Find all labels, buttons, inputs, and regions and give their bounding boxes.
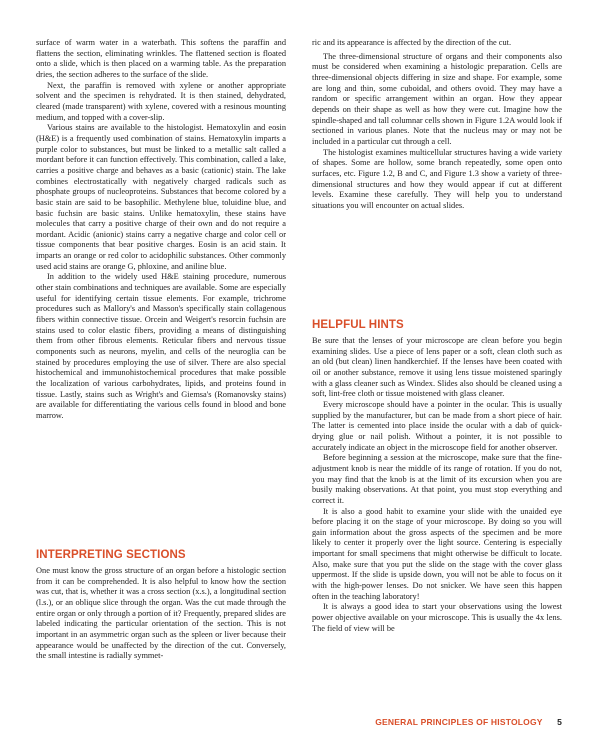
page-number: 5 [557,717,562,727]
paragraph: The three-dimensional structure of organs and their components also must be considered when examining a histologic preparation. Cells are three-dimensional objects differing in size and shape. For example, some are long and thin, some cuboidal, and others ovoid. They may have a random or specific arrangement within an organ. How they appear depends on their shape as well as how they were cut. Imagine how the spindle-shaped and tall columnar cells shown in Figure 1.2A would look if sectioned in various planes. Note that the nucleus may or may not be included in a particular cut through a cell. [312,51,562,146]
helpful-hints-section [312,318,562,634]
paragraph: In addition to the widely used H&E staining procedure, numerous other stain combinations and techniques are available. Some are especially useful for identifying certain tissue elements. For example, trichrome procedures such as Mallory's and Masson's specifically stain collagenous fibers within connective tissue. Orcein and Weigert's resorcin fuchsin are stains used to color elastic fibers, providing a means of distinguishing them from other fibrous elements. Reticular fibers and nervous tissue components such as neurons, myelin, and cells of the neuroglia can be stained by procedures employing the use of silver. There are also special histochemical and immunohistochemical procedures that make possible the localization of various carbohydrates, lipids, and proteins found in tissue. Lastly, stains such as Wright's and Giemsa's (Romanovsky stains) are available for differentiating the various cells found in blood and bone marrow. [36,272,286,420]
paragraph: It is always a good idea to start your observations using the lowest power objective available on your microscope. This is usually the 4x lens. The field of view will be [312,602,562,633]
paragraph: One must know the gross structure of an organ before a histologic section from it can be comprehended. It is also helpful to know how the section was cut, that is, whether it was a cross section (x.s.), a longitudinal section (l.s.), or an oblique slice through the organ. Was the cut made through the entire organ or only through a portion of it? Frequently, prepared slides are labeled indicating the particular orientation of the section. This is not important in an asymmetric organ such as the spleen or liver because their appearance would be unaffected by the direction of the cut. Conversely, the small intestine is radially symmet- [36,566,286,661]
paragraph: Various stains are available to the histologist. Hematoxylin and eosin (H&E) is a frequently used combination of stains. Hematoxylin imparts a purple color to substances, but must be linked to a metallic salt called a mordant before it can function effectively. This combination, called a lake, carries a positive charge and behaves as a basic (cationic) stain. The lake combines electrostatically with negatively charged radicals such as phosphate groups of nucleoproteins. Substances that become colored by a basic stain are said to be basophilic. Methylene blue, toluidine blue, and basic fuchsin are basic stains. Unlike hematoxylin, these stains have molecules that carry a positive charge of their own and do not require a mordant. Acidic (anionic) stains carry a negative charge and color cell or tissue components that bear positive charges. Eosin is an acid stain. It imparts an orange or red color to acidophilic substances. Other commonly used acid stains are orange G, phloxine, and aniline blue. [36,123,286,271]
paragraph: ric and its appearance is affected by the direction of the cut. [312,38,512,47]
running-title: GENERAL PRINCIPLES OF HISTOLOGY [375,717,543,727]
paragraph: surface of warm water in a waterbath. This softens the paraffin and flattens the section, eliminating wrinkles. The flattened section is floated onto a slide, which is then placed on a warming table. As the preparation dries, the section adheres to the surface of the slide. [36,38,286,79]
paragraph: The histologist examines multicellular structures having a wide variety of shapes. Some are hollow, some branch repeatedly, some open onto surfaces, etc. Figure 1.2, B and C, and Figure 1.3 show a variety of three-dimensional structures and how they would appear if cut at different levels. Examine these carefully. They will help you to understand situations you will encounter on actual slides. [312,147,562,210]
paragraph: Every microscope should have a pointer in the ocular. This is usually supplied by the manufacturer, but can be made from a short piece of hair. The latter is cemented into place inside the ocular with a dab of quick-drying glue or nail polish. Without a pointer, it is not possible to accurately indicate an object in the microscope field for another observer. [312,399,562,452]
right-column [312,38,562,212]
section-heading: HELPFUL HINTS [312,319,404,331]
interpreting-sections-section [36,548,286,662]
paragraph: Next, the paraffin is removed with xylene or another appropriate solvent and the specimen is rehydrated. It is then stained, dehydrated, cleared (made transparent) with xylene, covered with a resinous mounting medium, and topped with a cover-slip. [36,80,286,122]
paragraph: Before beginning a session at the microscope, make sure that the fine-adjustment knob is near the middle of its range of rotation. If you do not, you may find that the knob is at the limit of its excursion when you are busily making observations. At that point, you must stop everything and correct it. [312,453,562,505]
left-column [36,38,286,422]
paragraph: It is also a good habit to examine your slide with the unaided eye before placing it on the stage of your microscope. By doing so you will gain information about the gross aspects of the specimen and be more likely to center it properly over the light source. Centering is especially important for small specimens that might otherwise be difficult to locate. Also, make sure that you put the slide on the stage with the cover glass uppermost. If the slide is upside down, you will not be able to focus on it with the high-power lenses. Do not snicker. We have seen this happen often in the teaching laboratory! [312,506,562,601]
page-footer [375,717,562,727]
section-heading: INTERPRETING SECTIONS [36,549,186,561]
paragraph: Be sure that the lenses of your microscope are clean before you begin examining slides. Use a piece of lens paper or a soft, clean cloth such as an old (but clean) linen handkerchief. If the lenses have been coated with oil or another substance, remove it using lens tissue moistened sparingly with a glass cleaner such as Windex. Slides also should be cleaned using a soft, lint-free cloth or tissue moistened with glass cleaner. [312,336,562,399]
